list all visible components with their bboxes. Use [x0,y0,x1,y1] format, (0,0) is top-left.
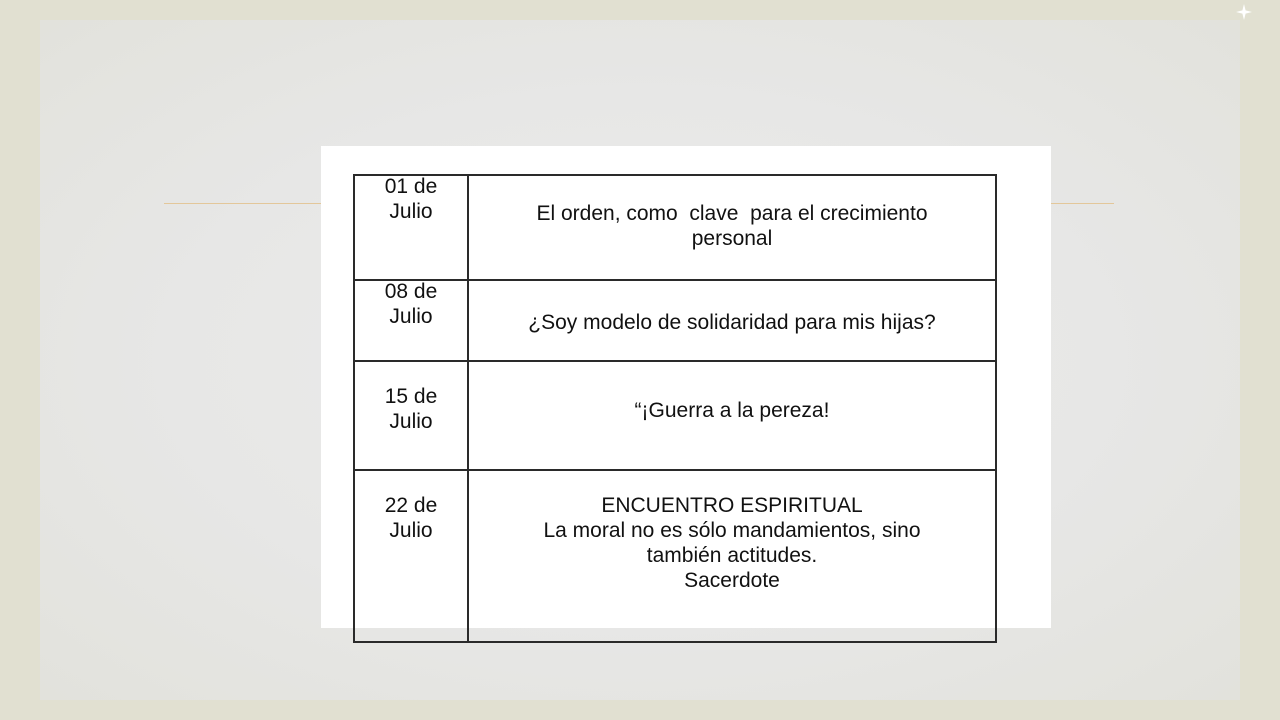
topic-line: “¡Guerra a la pereza! [634,399,830,422]
topic-line: La moral no es sólo mandamientos, sino [543,519,921,542]
topic-cell [468,470,996,642]
table-row [354,280,996,361]
date-cell [354,470,468,642]
schedule-table [353,174,997,643]
table-row [354,175,996,280]
date-cell [354,280,468,361]
topic-cell [468,175,996,280]
topic-line: personal [691,226,773,250]
topic-heading: ENCUENTRO ESPIRITUAL [601,494,863,517]
topic-cell [468,280,996,361]
topic-line: también actitudes. [646,544,818,567]
date-cell [354,175,468,280]
topic-line: ¿Soy modelo de solidaridad para mis hijas? [528,311,936,334]
date-line: 22 de [384,494,438,517]
date-line: Julio [389,410,433,433]
table-row [354,470,996,642]
topic-line: El orden, como clave para el crecimiento [536,201,928,225]
date-line: Julio [389,519,433,542]
date-line: 01 de [384,175,438,198]
date-cell [354,361,468,470]
topic-line: Sacerdote [684,569,780,592]
four-point-star-icon [1236,4,1252,20]
date-line: Julio [389,305,433,328]
table-row [354,361,996,470]
topic-cell [468,361,996,470]
date-line: Julio [389,200,433,223]
schedule-image [321,146,1051,628]
date-line: 15 de [384,385,438,408]
date-line: 08 de [384,280,438,303]
